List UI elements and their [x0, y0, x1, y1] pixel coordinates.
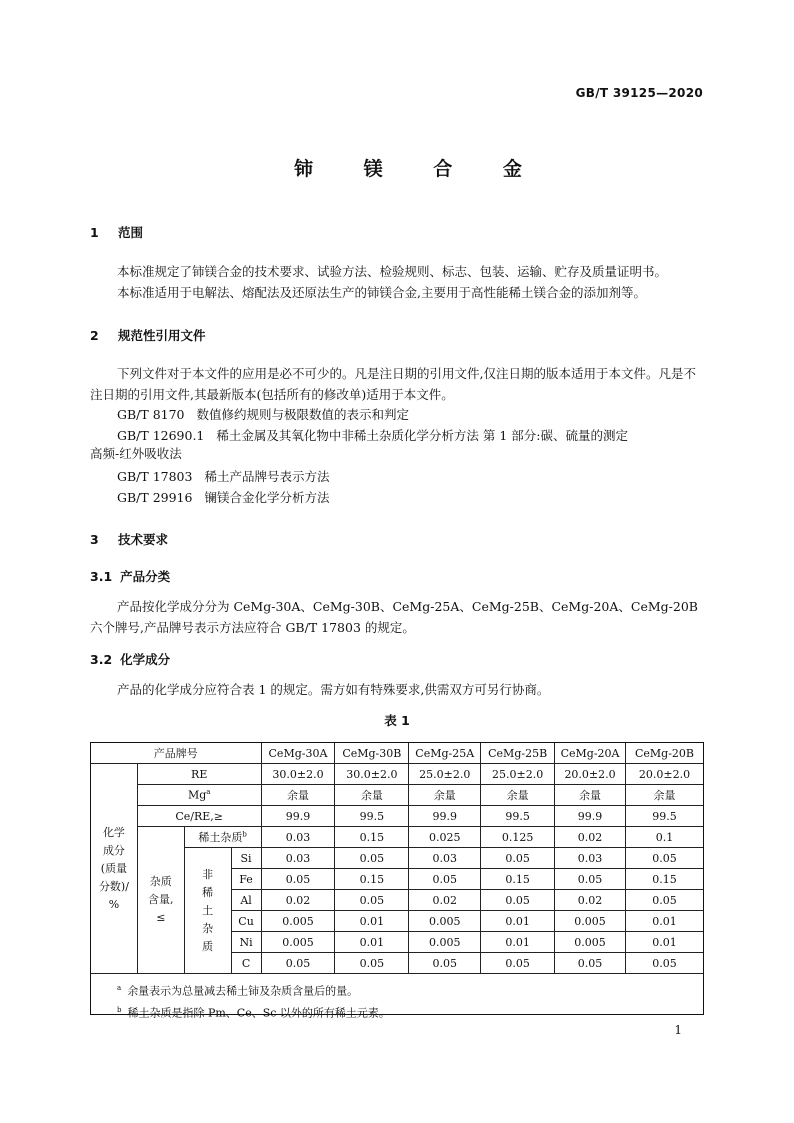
value-cell: 0.03 — [409, 848, 481, 869]
element-label: Si — [231, 848, 261, 869]
reference-item — [117, 488, 329, 506]
value-cell: 99.9 — [555, 806, 626, 827]
reference-item — [117, 467, 329, 485]
label-line: 稀 — [202, 885, 214, 899]
element-label: C — [231, 953, 261, 974]
value-cell: 0.05 — [409, 953, 481, 974]
brand-header-cell: 产品牌号 — [91, 743, 262, 764]
footnote — [117, 979, 703, 1001]
value-cell: 99.9 — [409, 806, 481, 827]
reference-code: GB/T 12690.1 — [117, 428, 205, 443]
value-cell: 0.05 — [481, 953, 555, 974]
label-line: 土 — [202, 903, 214, 917]
section-title: 规范性引用文件 — [118, 328, 206, 343]
value-cell: 0.05 — [481, 890, 555, 911]
value-cell: 余量 — [261, 785, 335, 806]
row-label — [184, 827, 261, 848]
value-cell: 0.05 — [555, 869, 626, 890]
section-number: 3.1 — [90, 569, 113, 584]
element-label: Al — [231, 890, 261, 911]
value-cell: 0.15 — [481, 869, 555, 890]
value-cell: 0.01 — [481, 932, 555, 953]
value-cell: 0.05 — [626, 890, 704, 911]
value-cell: 0.05 — [261, 953, 335, 974]
standard-code: GB/T 39125—2020 — [575, 86, 703, 100]
brand-cell: CeMg-20A — [555, 743, 626, 764]
brand-cell: CeMg-20B — [626, 743, 704, 764]
table-header-row — [91, 743, 704, 764]
section-number: 3 — [90, 532, 99, 547]
value-cell: 0.025 — [409, 827, 481, 848]
value-cell: 0.01 — [626, 911, 704, 932]
value-cell: 30.0±2.0 — [335, 764, 409, 785]
value-cell: 0.05 — [409, 869, 481, 890]
value-cell: 20.0±2.0 — [626, 764, 704, 785]
row-label-text: Mg — [187, 788, 207, 802]
composition-group-label — [91, 764, 138, 974]
non-re-impurity-label — [184, 848, 231, 974]
value-cell: 0.005 — [409, 932, 481, 953]
value-cell: 0.01 — [335, 911, 409, 932]
value-cell: 0.15 — [335, 827, 409, 848]
value-cell: 0.03 — [261, 848, 335, 869]
value-cell: 0.005 — [409, 911, 481, 932]
value-cell: 余量 — [555, 785, 626, 806]
value-cell: 0.02 — [261, 890, 335, 911]
section-number: 3.2 — [90, 652, 113, 667]
brand-cell: CeMg-25A — [409, 743, 481, 764]
section-number: 2 — [90, 328, 99, 343]
section-3-1-heading — [90, 567, 170, 585]
value-cell: 99.5 — [481, 806, 555, 827]
value-cell: 25.0±2.0 — [409, 764, 481, 785]
value-cell: 0.02 — [555, 827, 626, 848]
footnote-marker: b — [242, 830, 247, 839]
reference-title: 稀土金属及其氧化物中非稀土杂质化学分析方法 第 1 部分:碳、硫量的测定 — [216, 428, 628, 443]
section-2-heading — [90, 326, 206, 344]
brand-cell: CeMg-30B — [335, 743, 409, 764]
value-cell: 0.05 — [481, 848, 555, 869]
impurity-group-label — [137, 827, 184, 974]
value-cell: 余量 — [409, 785, 481, 806]
paragraph: 产品的化学成分应符合表 1 的规定。需方如有特殊要求,供需双方可另行协商。 — [117, 682, 550, 697]
label-line: 质 — [202, 939, 214, 953]
value-cell: 0.01 — [626, 932, 704, 953]
value-cell: 0.1 — [626, 827, 704, 848]
element-label: Fe — [231, 869, 261, 890]
chemical-composition-table — [90, 742, 704, 974]
label-line: 分数)/ — [98, 879, 129, 893]
value-cell: 0.125 — [481, 827, 555, 848]
section-title: 产品分类 — [120, 569, 171, 584]
value-cell: 余量 — [481, 785, 555, 806]
label-line: (质量 — [100, 861, 128, 875]
section-title: 化学成分 — [120, 652, 171, 667]
section-1-heading — [90, 223, 143, 241]
reference-code: GB/T 17803 — [117, 469, 193, 484]
value-cell: 0.005 — [555, 911, 626, 932]
section-3-heading — [90, 530, 168, 548]
label-line: 杂质 — [149, 875, 172, 888]
label-line: 成分 — [102, 843, 125, 857]
row-label-text: 稀土杂质 — [198, 831, 243, 844]
footnote-text: 稀土杂质是指除 Pm、Ce、Sc 以外的所有稀土元素。 — [127, 1006, 390, 1020]
table-footnotes — [90, 975, 704, 1020]
paragraph: 产品按化学成分分为 CeMg-30A、CeMg-30B、CeMg-25A、CeMg-25B、CeMg-20A、CeMg-20B 六个牌号,产品牌号表示方法应符合 GB/T 17803 的规定。 — [90, 599, 698, 635]
section-number: 1 — [90, 225, 99, 240]
value-cell: 25.0±2.0 — [481, 764, 555, 785]
brand-cell: CeMg-25B — [481, 743, 555, 764]
value-cell: 0.01 — [481, 911, 555, 932]
value-cell: 0.15 — [335, 869, 409, 890]
label-line: 杂 — [202, 921, 214, 935]
table-caption: 表 1 — [384, 713, 410, 728]
value-cell: 余量 — [335, 785, 409, 806]
section-3-2-heading — [90, 650, 170, 668]
value-cell: 0.03 — [261, 827, 335, 848]
table-row — [91, 827, 704, 848]
value-cell: 20.0±2.0 — [555, 764, 626, 785]
value-cell: 0.05 — [335, 953, 409, 974]
value-cell: 0.05 — [555, 953, 626, 974]
value-cell: 0.05 — [261, 869, 335, 890]
label-line: 非 — [202, 867, 214, 881]
value-cell: 0.005 — [555, 932, 626, 953]
value-cell: 0.05 — [335, 848, 409, 869]
row-label — [137, 785, 261, 806]
reference-continuation: 高频-红外吸收法 — [90, 446, 182, 461]
value-cell: 99.5 — [626, 806, 704, 827]
value-cell: 0.02 — [555, 890, 626, 911]
footnote — [117, 1001, 703, 1023]
reference-code: GB/T 8170 — [117, 407, 185, 422]
label-line: ≤ — [156, 911, 166, 924]
value-cell: 0.03 — [555, 848, 626, 869]
footnote-marker: b — [117, 1005, 122, 1014]
value-cell: 0.005 — [261, 932, 335, 953]
table-row — [91, 764, 704, 785]
section-title: 技术要求 — [118, 532, 169, 547]
paragraph: 本标准规定了铈镁合金的技术要求、试验方法、检验规则、标志、包装、运输、贮存及质量证明书。 — [117, 264, 668, 279]
reference-title: 镧镁合金化学分析方法 — [204, 490, 330, 505]
row-label: Ce/RE,≥ — [137, 806, 261, 827]
value-cell: 0.02 — [409, 890, 481, 911]
value-cell: 0.05 — [626, 848, 704, 869]
footnote-marker: a — [206, 788, 211, 797]
label-line: % — [108, 897, 120, 911]
footnote-text: 余量表示为总量减去稀土铈及杂质含量后的量。 — [127, 984, 359, 998]
paragraph: 下列文件对于本文件的应用是必不可少的。凡是注日期的引用文件,仅注日期的版本适用于本文件。凡是不注日期的引用文件,其最新版本(包括所有的修改单)适用于本文件。 — [90, 366, 696, 402]
value-cell: 99.5 — [335, 806, 409, 827]
reference-code: GB/T 29916 — [117, 490, 193, 505]
document-title: 铈 镁 合 金 — [294, 158, 544, 180]
footnote-marker: a — [117, 984, 122, 992]
paragraph: 本标准适用于电解法、熔配法及还原法生产的铈镁合金,主要用于高性能稀土镁合金的添加剂等。 — [117, 285, 646, 300]
section-title: 范围 — [118, 225, 144, 240]
table-row — [91, 785, 704, 806]
value-cell: 0.05 — [335, 890, 409, 911]
value-cell: 余量 — [626, 785, 704, 806]
label-line: 化学 — [102, 825, 125, 839]
reference-title: 数值修约规则与极限数值的表示和判定 — [196, 407, 410, 422]
value-cell: 0.05 — [626, 953, 704, 974]
table-row — [91, 806, 704, 827]
reference-item — [117, 426, 628, 444]
brand-cell: CeMg-30A — [261, 743, 335, 764]
value-cell: 99.9 — [261, 806, 335, 827]
element-label: Cu — [231, 911, 261, 932]
reference-title: 稀土产品牌号表示方法 — [204, 469, 330, 484]
value-cell: 0.01 — [335, 932, 409, 953]
element-label: Ni — [231, 932, 261, 953]
page-number: 1 — [674, 1023, 682, 1037]
row-label: RE — [137, 764, 261, 785]
value-cell: 30.0±2.0 — [261, 764, 335, 785]
value-cell: 0.15 — [626, 869, 704, 890]
value-cell: 0.005 — [261, 911, 335, 932]
reference-item — [117, 405, 409, 423]
label-line: 含量, — [148, 893, 174, 906]
